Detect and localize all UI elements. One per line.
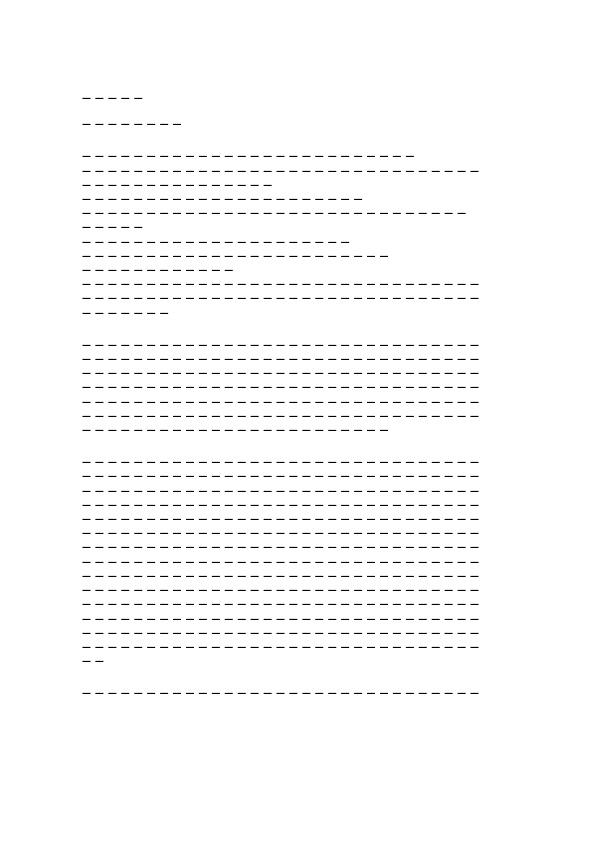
paragraph-line: — — — — — — — — — — — — — — — — — — — — — — — — — — — — — — — xyxy=(82,458,480,469)
paragraph-line: — — — — — — — — — — — — — — — — — — — — — — — — — — — — — — — xyxy=(82,500,480,511)
paragraph-2 xyxy=(82,456,515,669)
list-line: — — — — — — — xyxy=(82,308,169,319)
paragraph-line: — — — — — — — — — — — — — — — — — — — — — — — — — — — — — — — xyxy=(82,529,480,540)
paragraph-line: — — — — — — — — — — — — — — — — — — — — — — — — — — — — — — — xyxy=(82,557,480,568)
paragraph-line: — — — — — — — — — — — — — — — — — — — — — — — — — — — — — — — xyxy=(82,397,480,408)
document-subheading: — — — — — — — — xyxy=(82,120,182,131)
list-line: — — — — — xyxy=(82,223,144,234)
paragraph-line: — — — — — — — — — — — — — — — — — — — — — — — — — — — — — — — xyxy=(82,340,480,351)
paragraph-line: — — — — — — — — — — — — — — — — — — — — — — — — — — — — — — — xyxy=(82,411,480,422)
paragraph-line: — — — — — — — — — — — — — — — — — — — — — — — — — — — — — — — xyxy=(82,600,480,611)
list-line: — — — — — — — — — — — — — — — — — — — — — xyxy=(82,237,351,248)
paragraph-line: — — — — — — — — — — — — — — — — — — — — — — — — — — — — — — — xyxy=(82,355,480,366)
list-line: — — — — — — — — — — — — — — — — — — — — — — — — — — — — — — xyxy=(82,209,467,220)
paragraph-line: — — — — — — — — — — — — — — — — — — — — — — — — — — — — — — — xyxy=(82,628,480,639)
paragraph-line: — — — — — — — — — — — — — — — — — — — — — — — — — — — — — — — xyxy=(82,383,480,394)
paragraph-line: — — — — — — — — — — — — — — — — — — — — — — — — — — — — — — — xyxy=(82,369,480,380)
list-line: — — — — — — — — — — — — — — — — — — — — — — — — — — — — — — — xyxy=(82,294,480,305)
paragraph-line: — — — — — — — — — — — — — — — — — — — — — — — — — — — — — — — xyxy=(82,515,480,526)
list-line: — — — — — — — — — — — — — — — xyxy=(82,180,273,191)
paragraph-line: — — — — — — — — — — — — — — — — — — — — — — — — — — — — — — — xyxy=(82,543,480,554)
list-line: — — — — — — — — — — — — xyxy=(82,266,234,277)
paragraph-line: — — — — — — — — — — — — — — — — — — — — — — — — — — — — — — — xyxy=(82,614,480,625)
paragraph-line: — — xyxy=(82,657,105,668)
list-line: — — — — — — — — — — — — — — — — — — — — — — — — — — xyxy=(82,152,415,163)
paragraph-line: — — — — — — — — — — — — — — — — — — — — — — — — — — — — — — — xyxy=(82,472,480,483)
list-block xyxy=(82,150,515,320)
paragraph-line: — — — — — — — — — — — — — — — — — — — — — — — — — — — — — — — xyxy=(82,586,480,597)
paragraph-line: — — — — — — — — — — — — — — — — — — — — — — — — — — — — — — — xyxy=(82,642,480,653)
document-heading: — — — — — xyxy=(82,94,144,104)
paragraph-line: — — — — — — — — — — — — — — — — — — — — — — — — — — — — — — — xyxy=(82,486,480,497)
list-line: — — — — — — — — — — — — — — — — — — — — — — — — — — — — — — — xyxy=(82,280,480,291)
paragraph-line: — — — — — — — — — — — — — — — — — — — — — — — — xyxy=(82,426,389,437)
list-line: — — — — — — — — — — — — — — — — — — — — — — xyxy=(82,195,363,206)
paragraph-3 xyxy=(82,687,515,701)
paragraph-line: — — — — — — — — — — — — — — — — — — — — — — — — — — — — — — — xyxy=(82,571,480,582)
paragraph-line: — — — — — — — — — — — — — — — — — — — — — — — — — — — — — — — xyxy=(82,689,480,700)
list-line: — — — — — — — — — — — — — — — — — — — — — — — — xyxy=(82,251,389,262)
list-line: — — — — — — — — — — — — — — — — — — — — — — — — — — — — — — — xyxy=(82,166,480,177)
paragraph-1 xyxy=(82,339,515,438)
